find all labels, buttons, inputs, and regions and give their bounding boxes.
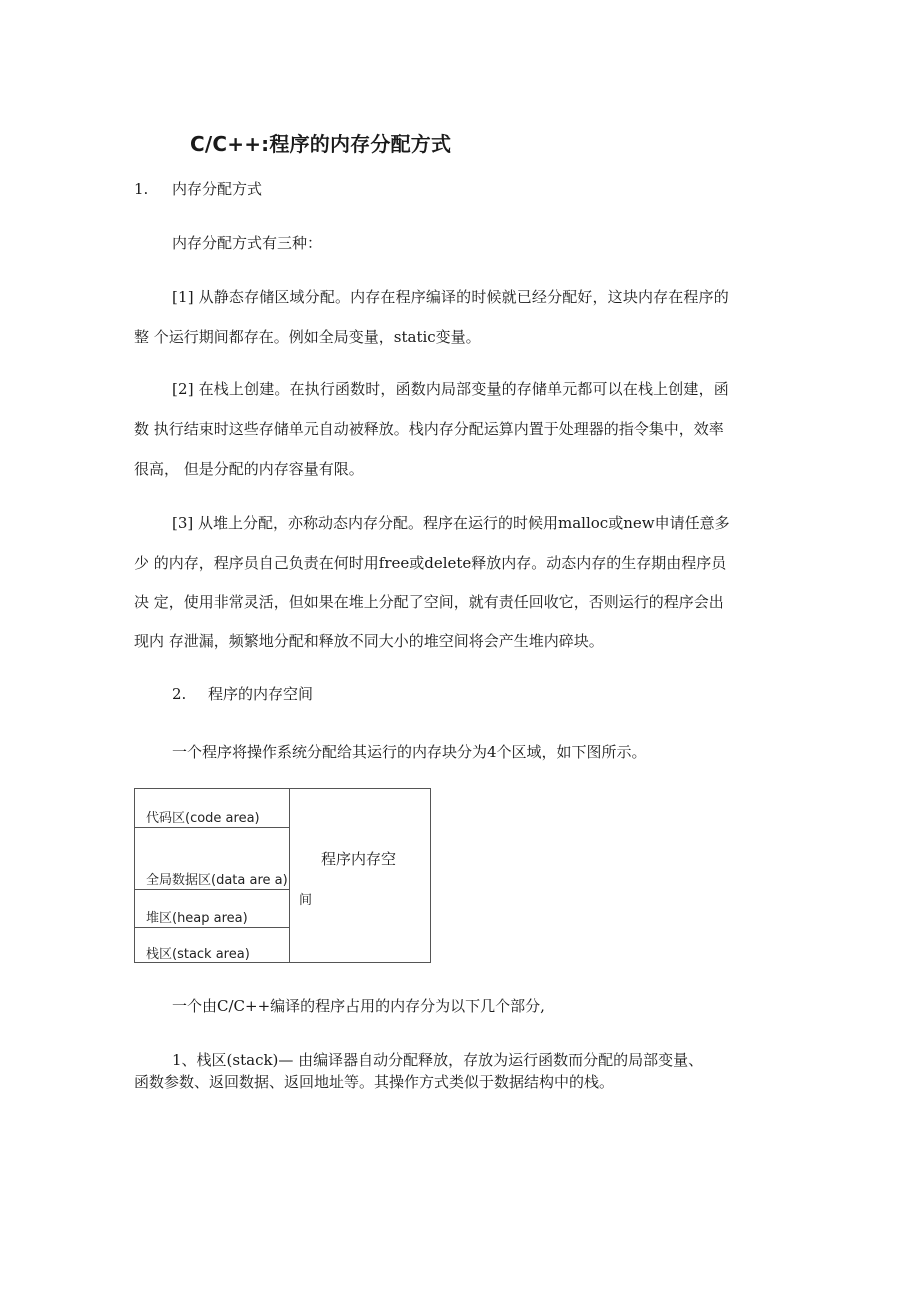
section-1-heading xyxy=(134,179,262,199)
item-3-line-4: 现内 存泄漏，频繁地分配和释放不同大小的堆空间将会产生堆内碎块。 xyxy=(134,632,604,650)
heap-area-label: 堆区(heap area) xyxy=(146,911,248,926)
section-2-title: 程序的内存空间 xyxy=(208,685,314,703)
data-area-label: 全局数据区(data are a) xyxy=(146,873,288,888)
item-2-line-2: 数 执行结束时这些存储单元自动被释放。栈内存分配运算内置于处理器的指令集中，效率 xyxy=(134,420,724,438)
item-2-line-1: [2] 在栈上创建。在执行函数时，函数内局部变量的存储单元都可以在栈上创建，函 xyxy=(172,380,729,398)
item-1-line-2: 整 个运行期间都存在。例如全局变量，static变量。 xyxy=(134,328,481,346)
memory-layout-table xyxy=(134,788,431,963)
regions-paragraph: 一个程序将操作系统分配给其运行的内存块分为4个区域，如下图所示。 xyxy=(172,743,647,761)
heap-area-cell xyxy=(135,890,289,928)
item-1-line-1: [1] 从静态存储区域分配。内存在程序编译的时候就已经分配好，这块内存在程序的 xyxy=(172,288,729,306)
code-area-label: 代码区(code area) xyxy=(146,811,260,826)
item-3-line-2: 少 的内存，程序员自己负责在何时用free或delete释放内存。动态内存的生存期由程序员 xyxy=(134,554,727,572)
section-1-title: 内存分配方式 xyxy=(172,180,263,198)
memory-space-label-line-2: 间 xyxy=(299,893,313,908)
page-title: C/C++:程序的内存分配方式 xyxy=(190,132,452,156)
section-2-number: 2. xyxy=(172,685,187,703)
section-2-heading xyxy=(172,684,313,704)
section-1-number: 1. xyxy=(134,180,149,198)
stack-area-cell xyxy=(135,928,289,963)
item-2-line-3: 很高， 但是分配的内存容量有限。 xyxy=(134,460,364,478)
item-3-line-1: [3] 从堆上分配，亦称动态内存分配。程序在运行的时候用malloc或new申请任意多 xyxy=(172,514,730,532)
memory-space-label-line-1: 程序内存空 xyxy=(321,850,397,868)
intro-paragraph: 内存分配方式有三种： xyxy=(172,234,323,252)
stack-desc-line-1: 1、栈区(stack)— 由编译器自动分配释放，存放为运行函数而分配的局部变量、 xyxy=(172,1051,704,1069)
item-3-line-3: 决 定，使用非常灵活，但如果在堆上分配了空间，就有责任回收它，否则运行的程序会出 xyxy=(134,593,724,611)
parts-paragraph: 一个由C/C++编译的程序占用的内存分为以下几个部分, xyxy=(172,997,545,1015)
stack-area-label: 栈区(stack area) xyxy=(146,947,250,962)
code-area-cell xyxy=(135,789,289,828)
stack-desc-line-2: 函数参数、返回数据、返回地址等。其操作方式类似于数据结构中的栈。 xyxy=(134,1073,615,1091)
memory-regions-column xyxy=(135,789,290,962)
data-area-cell xyxy=(135,828,289,890)
